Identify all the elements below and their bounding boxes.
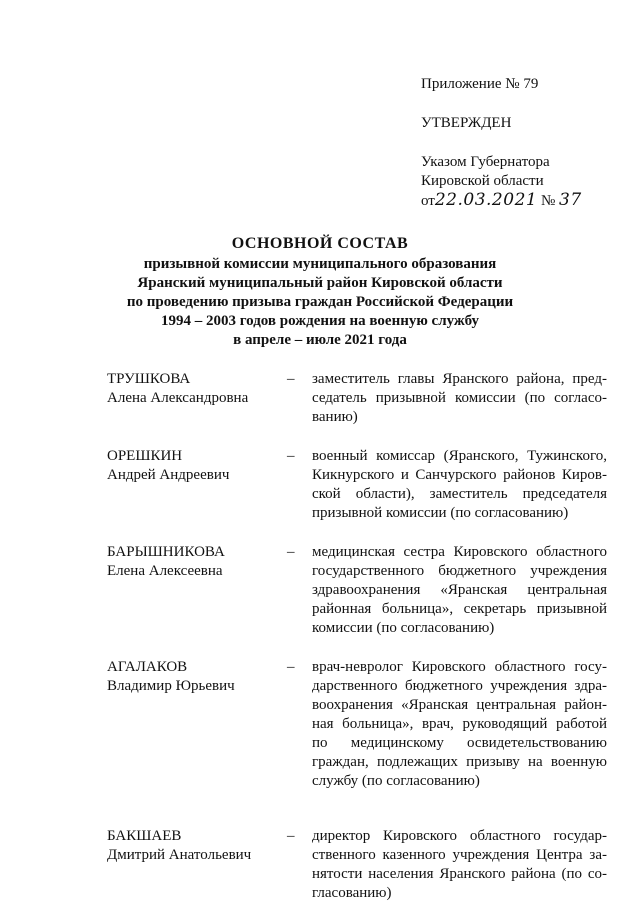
member-surname: БАКШАЕВ: [107, 828, 182, 844]
decree-line-1: Указом Губернатора: [421, 154, 550, 170]
member-name: [107, 447, 287, 485]
member-surname: ОРЕШКИН: [107, 448, 183, 464]
date-prefix: от: [421, 193, 435, 209]
decree-date-line: [421, 191, 621, 211]
member-given-names: Дмитрий Анатольевич: [107, 847, 252, 863]
title-line: по проведению призыва граждан Российской Федерации: [126, 294, 514, 310]
member-name: [107, 543, 287, 581]
decree-line-2: Кировской области: [421, 173, 544, 189]
member-surname: ТРУШКОВА: [107, 371, 191, 387]
appendix-number: Приложение № 79: [421, 76, 539, 92]
member-dash: –: [287, 371, 295, 387]
member-given-names: Алена Александровна: [107, 390, 249, 406]
title-line: Яранский муниципальный район Кировской области: [137, 275, 503, 291]
handwritten-number: 37: [559, 190, 582, 210]
title-line: 1994 – 2003 годов рождения на военную службу: [160, 313, 480, 329]
member-name: [107, 658, 287, 696]
member-role: военный комиссар (Яранского, Тужинского, Кикнурского и Санчурского районов Кировской области), заместитель председателя призывной комиссии (по согласованию): [312, 448, 607, 521]
approval-block: [421, 75, 621, 211]
title-main: ОСНОВНОЙ СОСТАВ: [231, 235, 409, 252]
member-dash: –: [287, 448, 295, 464]
member-entry: [107, 543, 607, 638]
title-line: призывной комиссии муниципального образования: [143, 256, 497, 272]
title-line: в апреле – июле 2021 года: [233, 332, 407, 348]
member-role: заместитель главы Яранского района, председатель призывной комиссии (по согласованию): [312, 371, 607, 425]
member-entry: [107, 658, 607, 791]
member-name: [107, 370, 287, 408]
member-surname: БАРЫШНИКОВА: [107, 544, 225, 560]
member-role: директор Кировского областного государственного казенного учреждения Центра занятости населения Яранского района (по согласованию): [312, 828, 607, 901]
member-given-names: Андрей Андреевич: [107, 467, 230, 483]
number-prefix: №: [540, 193, 556, 209]
member-dash: –: [287, 544, 295, 560]
approved-stamp-text: УТВЕРЖДЕН: [421, 115, 512, 131]
handwritten-date: 22.03.2021: [434, 190, 538, 210]
member-entry: [107, 447, 607, 523]
member-given-names: Владимир Юрьевич: [107, 678, 235, 694]
member-entry: [107, 370, 607, 427]
member-name: [107, 827, 287, 865]
member-given-names: Елена Алексеевна: [107, 563, 223, 579]
member-surname: АГАЛАКОВ: [107, 659, 188, 675]
commission-members-list: [107, 370, 607, 903]
document-title: [60, 233, 580, 350]
member-dash: –: [287, 659, 295, 675]
member-entry: [107, 827, 607, 903]
member-role: врач-невролог Кировского областного государственного бюджетного учреждения здравоохранения «Яранская центральная районная больница», врач, руководящий работой по медицинскому освидетельствованию граждан, подлежащих призыву на военную службу (по согласованию): [312, 659, 607, 789]
member-role: медицинская сестра Кировского областного государственного бюджетного учреждения здравоохранения «Яранская центральная районная больница», секретарь призывной комиссии (по согласованию): [312, 544, 607, 636]
member-dash: –: [287, 828, 295, 844]
